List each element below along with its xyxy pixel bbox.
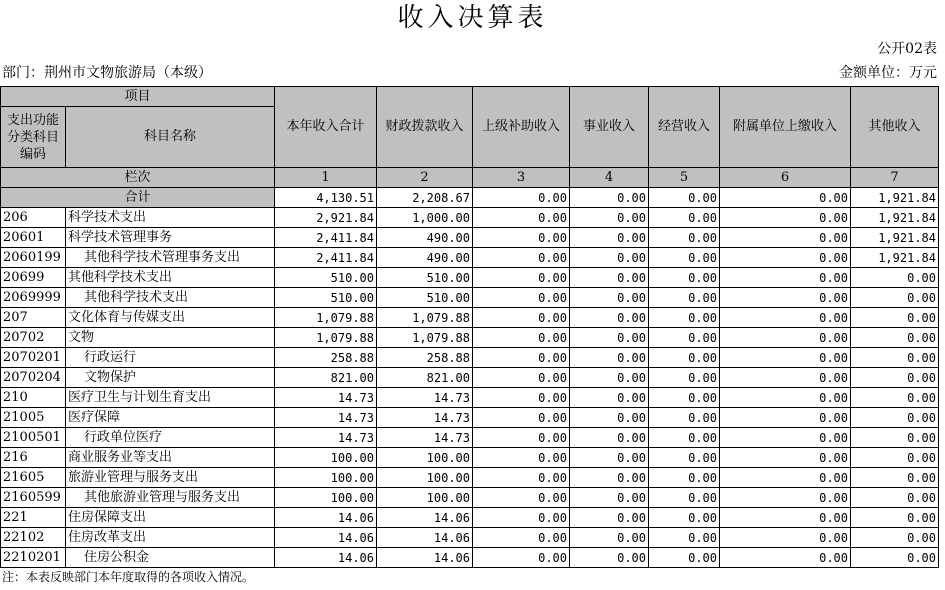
row-value: 0.00: [720, 288, 851, 308]
row-value: 1,079.88: [377, 308, 473, 328]
row-value: 1,921.84: [851, 228, 939, 248]
income-table: [0, 86, 939, 568]
row-value: 0.00: [570, 208, 649, 228]
row-value: 0.00: [473, 408, 570, 428]
row-code: 20702: [1, 328, 66, 348]
row-name: 旅游业管理与服务支出: [66, 468, 275, 488]
row-value: 0.00: [570, 448, 649, 468]
row-value: 821.00: [377, 368, 473, 388]
lanci-num-2: 2: [377, 168, 473, 188]
row-value: 0.00: [570, 488, 649, 508]
row-value: 0.00: [851, 328, 939, 348]
row-value: 0.00: [649, 328, 720, 348]
row-value: 100.00: [377, 468, 473, 488]
row-value: 0.00: [649, 448, 720, 468]
form-code: 公开02表: [877, 41, 937, 57]
row-name: 行政单位医疗: [66, 428, 275, 448]
row-value: 0.00: [570, 328, 649, 348]
row-value: 0.00: [851, 448, 939, 468]
row-value: 0.00: [720, 368, 851, 388]
row-value: 2,411.84: [275, 228, 377, 248]
row-value: 0.00: [473, 548, 570, 568]
row-value: 2,411.84: [275, 248, 377, 268]
row-value: 0.00: [851, 408, 939, 428]
table-row: [1, 268, 939, 288]
table-row: [1, 368, 939, 388]
row-value: 0.00: [851, 308, 939, 328]
row-value: 0.00: [720, 468, 851, 488]
row-name: 其他科学技术支出: [66, 288, 275, 308]
row-value: 0.00: [851, 288, 939, 308]
row-value: 0.00: [720, 328, 851, 348]
row-value: 0.00: [570, 368, 649, 388]
row-value: 0.00: [720, 388, 851, 408]
row-value: 0.00: [473, 208, 570, 228]
row-value: 0.00: [649, 548, 720, 568]
header-col-4: 事业收入: [570, 87, 649, 168]
row-code: 21005: [1, 408, 66, 428]
row-value: 0.00: [649, 348, 720, 368]
unit-label: 金额单位：万元: [839, 65, 937, 81]
row-value: 0.00: [570, 408, 649, 428]
table-row: [1, 288, 939, 308]
header-col-3: 上级补助收入: [473, 87, 570, 168]
header-item: 项目: [1, 87, 275, 107]
row-value: 0.00: [473, 368, 570, 388]
row-value: 0.00: [649, 268, 720, 288]
row-value: 1,079.88: [377, 328, 473, 348]
row-value: 14.06: [275, 528, 377, 548]
row-value: 14.73: [377, 408, 473, 428]
row-name: 住房公积金: [66, 548, 275, 568]
row-value: 0.00: [570, 468, 649, 488]
footnote: 注：本表反映部门本年度取得的各项收入情况。: [2, 570, 255, 584]
row-value: 258.88: [377, 348, 473, 368]
row-code: 221: [1, 508, 66, 528]
row-value: 0.00: [720, 228, 851, 248]
row-value: 0.00: [720, 308, 851, 328]
row-value: 14.73: [377, 388, 473, 408]
row-value: 0.00: [851, 528, 939, 548]
row-value: 0.00: [720, 448, 851, 468]
row-value: 0.00: [570, 228, 649, 248]
header-col-2: 财政拨款收入: [377, 87, 473, 168]
row-name: 其他科学技术支出: [66, 268, 275, 288]
row-value: 0.00: [649, 468, 720, 488]
total-cell: 0.00: [720, 188, 851, 208]
row-value: 490.00: [377, 248, 473, 268]
row-value: 0.00: [851, 548, 939, 568]
total-cell: 1,921.84: [851, 188, 939, 208]
row-value: 14.73: [275, 428, 377, 448]
row-value: 14.73: [377, 428, 473, 448]
row-name: 其他旅游业管理与服务支出: [66, 488, 275, 508]
total-cell: 0.00: [570, 188, 649, 208]
row-value: 0.00: [570, 388, 649, 408]
table-row: [1, 248, 939, 268]
row-value: 0.00: [649, 488, 720, 508]
row-value: 0.00: [649, 208, 720, 228]
row-value: 821.00: [275, 368, 377, 388]
table-row: [1, 428, 939, 448]
row-value: 0.00: [720, 528, 851, 548]
row-value: 0.00: [649, 308, 720, 328]
row-value: 510.00: [377, 268, 473, 288]
row-value: 0.00: [570, 528, 649, 548]
total-cell: 0.00: [649, 188, 720, 208]
row-name: 文物: [66, 328, 275, 348]
row-name: 商业服务业等支出: [66, 448, 275, 468]
row-value: 14.06: [377, 528, 473, 548]
header-name: 科目名称: [66, 107, 275, 168]
header-col-5: 经营收入: [649, 87, 720, 168]
row-value: 0.00: [649, 248, 720, 268]
table-row: [1, 208, 939, 228]
row-value: 0.00: [649, 388, 720, 408]
row-value: 0.00: [720, 208, 851, 228]
row-value: 0.00: [649, 288, 720, 308]
row-name: 住房保障支出: [66, 508, 275, 528]
row-value: 510.00: [275, 288, 377, 308]
row-value: 0.00: [649, 428, 720, 448]
row-value: 0.00: [473, 328, 570, 348]
row-value: 0.00: [649, 368, 720, 388]
row-value: 0.00: [649, 228, 720, 248]
row-name: 医疗卫生与计划生育支出: [66, 388, 275, 408]
table-row: [1, 388, 939, 408]
lanci-num-1: 1: [275, 168, 377, 188]
department-label: 部门：荆州市文物旅游局（本级）: [2, 65, 212, 81]
row-code: 22102: [1, 528, 66, 548]
total-cell: 2,208.67: [377, 188, 473, 208]
row-value: 0.00: [570, 508, 649, 528]
lanci-num-5: 5: [649, 168, 720, 188]
row-value: 490.00: [377, 228, 473, 248]
table-row: [1, 408, 939, 428]
row-code: 2070201: [1, 348, 66, 368]
row-value: 14.73: [275, 388, 377, 408]
row-value: 0.00: [473, 488, 570, 508]
row-code: 2100501: [1, 428, 66, 448]
row-value: 0.00: [570, 548, 649, 568]
row-value: 0.00: [473, 288, 570, 308]
row-value: 14.06: [377, 508, 473, 528]
row-value: 0.00: [649, 528, 720, 548]
row-value: 0.00: [720, 488, 851, 508]
row-name: 科学技术支出: [66, 208, 275, 228]
row-value: 510.00: [377, 288, 473, 308]
row-value: 0.00: [851, 488, 939, 508]
header-col-7: 其他收入: [851, 87, 939, 168]
row-code: 210: [1, 388, 66, 408]
row-value: 0.00: [851, 428, 939, 448]
row-value: 14.73: [275, 408, 377, 428]
row-code: 21605: [1, 468, 66, 488]
row-name: 其他科学技术管理事务支出: [66, 248, 275, 268]
total-cell: 4,130.51: [275, 188, 377, 208]
row-value: 0.00: [649, 508, 720, 528]
table-row: [1, 488, 939, 508]
row-value: 0.00: [649, 408, 720, 428]
row-value: 14.06: [275, 548, 377, 568]
table-row: [1, 308, 939, 328]
row-value: 1,079.88: [275, 308, 377, 328]
row-value: 0.00: [851, 348, 939, 368]
row-name: 文物保护: [66, 368, 275, 388]
table-row: [1, 548, 939, 568]
row-value: 0.00: [851, 508, 939, 528]
row-code: 216: [1, 448, 66, 468]
row-value: 510.00: [275, 268, 377, 288]
row-value: 2,921.84: [275, 208, 377, 228]
row-value: 14.06: [275, 508, 377, 528]
lanci-num-3: 3: [473, 168, 570, 188]
row-value: 0.00: [473, 448, 570, 468]
row-value: 0.00: [851, 268, 939, 288]
row-code: 2210201: [1, 548, 66, 568]
row-value: 100.00: [377, 448, 473, 468]
row-value: 0.00: [720, 428, 851, 448]
row-value: 100.00: [377, 488, 473, 508]
row-name: 行政运行: [66, 348, 275, 368]
table-row: [1, 328, 939, 348]
row-value: 0.00: [720, 348, 851, 368]
table-row: [1, 528, 939, 548]
row-value: 0.00: [473, 248, 570, 268]
row-value: 0.00: [720, 268, 851, 288]
row-value: 0.00: [570, 348, 649, 368]
row-value: 0.00: [473, 348, 570, 368]
row-code: 20601: [1, 228, 66, 248]
header-col-1: 本年收入合计: [275, 87, 377, 168]
row-code: 2070204: [1, 368, 66, 388]
total-label: 合计: [1, 188, 275, 208]
row-value: 0.00: [851, 388, 939, 408]
row-value: 0.00: [473, 228, 570, 248]
lanci-num-4: 4: [570, 168, 649, 188]
row-value: 0.00: [720, 408, 851, 428]
row-name: 医疗保障: [66, 408, 275, 428]
table-row: [1, 508, 939, 528]
row-value: 0.00: [851, 468, 939, 488]
row-value: 100.00: [275, 488, 377, 508]
lanci-num-7: 7: [851, 168, 939, 188]
table-row: [1, 448, 939, 468]
row-code: 207: [1, 308, 66, 328]
row-value: 0.00: [473, 308, 570, 328]
row-value: 0.00: [570, 268, 649, 288]
total-cell: 0.00: [473, 188, 570, 208]
table-body: [1, 208, 939, 568]
row-value: 0.00: [570, 308, 649, 328]
row-code: 2160599: [1, 488, 66, 508]
row-value: 0.00: [570, 288, 649, 308]
row-value: 1,921.84: [851, 248, 939, 268]
row-name: 科学技术管理事务: [66, 228, 275, 248]
row-code: 2060199: [1, 248, 66, 268]
row-value: 0.00: [473, 428, 570, 448]
lanci-label: 栏次: [1, 168, 275, 188]
row-code: 206: [1, 208, 66, 228]
row-value: 0.00: [720, 548, 851, 568]
row-value: 0.00: [570, 428, 649, 448]
row-code: 2069999: [1, 288, 66, 308]
row-value: 0.00: [473, 468, 570, 488]
row-value: 0.00: [851, 368, 939, 388]
table-row: [1, 228, 939, 248]
row-value: 0.00: [720, 248, 851, 268]
row-value: 1,921.84: [851, 208, 939, 228]
page-title: 收入决算表: [397, 3, 548, 33]
table-row: [1, 468, 939, 488]
row-value: 14.06: [377, 548, 473, 568]
row-value: 0.00: [720, 508, 851, 528]
row-value: 258.88: [275, 348, 377, 368]
row-name: 文化体育与传媒支出: [66, 308, 275, 328]
row-code: 20699: [1, 268, 66, 288]
row-value: 0.00: [473, 508, 570, 528]
row-name: 住房改革支出: [66, 528, 275, 548]
lanci-num-6: 6: [720, 168, 851, 188]
header-code: 支出功能分类科目编码: [1, 107, 66, 168]
row-value: 1,000.00: [377, 208, 473, 228]
row-value: 0.00: [473, 268, 570, 288]
row-value: 100.00: [275, 448, 377, 468]
row-value: 0.00: [473, 528, 570, 548]
row-value: 100.00: [275, 468, 377, 488]
row-value: 1,079.88: [275, 328, 377, 348]
row-value: 0.00: [473, 388, 570, 408]
header-col-6: 附属单位上缴收入: [720, 87, 851, 168]
row-value: 0.00: [570, 248, 649, 268]
table-row: [1, 348, 939, 368]
